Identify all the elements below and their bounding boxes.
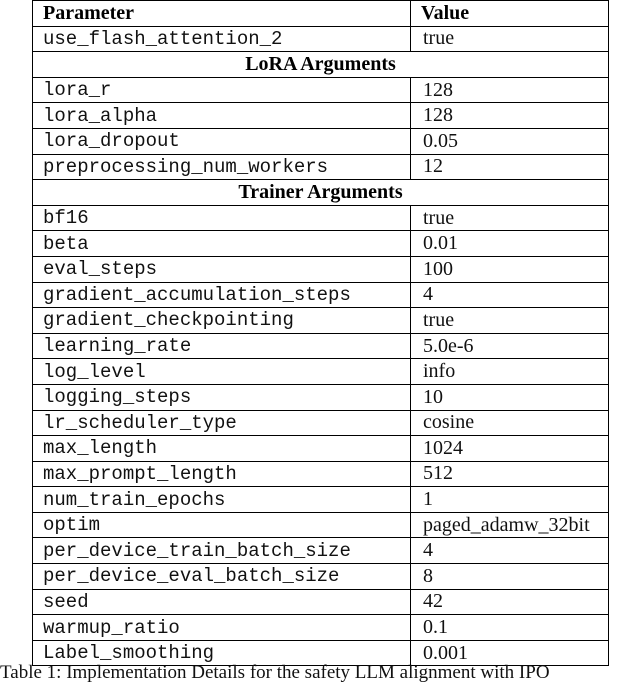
- lora-section-title: LoRA Arguments: [33, 52, 609, 78]
- table-row: [33, 359, 609, 385]
- value-cell: true: [411, 308, 609, 334]
- hyperparameter-table: [32, 0, 609, 666]
- parameter-cell: eval_steps: [33, 256, 411, 282]
- table-caption: Table 1: Implementation Details for the safety LLM alignment with IPO: [0, 662, 550, 683]
- trainer-section-title: Trainer Arguments: [33, 180, 609, 206]
- value-cell: 42: [411, 589, 609, 615]
- parameter-cell: gradient_accumulation_steps: [33, 282, 411, 308]
- table-row: [33, 256, 609, 282]
- parameter-cell: warmup_ratio: [33, 615, 411, 641]
- value-cell: 1: [411, 487, 609, 513]
- table-row: [33, 128, 609, 154]
- value-cell: 8: [411, 564, 609, 590]
- parameter-cell: num_train_epochs: [33, 487, 411, 513]
- table-row: [33, 564, 609, 590]
- value-cell: true: [411, 205, 609, 231]
- table-row: [33, 282, 609, 308]
- value-cell: 4: [411, 538, 609, 564]
- parameter-cell: beta: [33, 231, 411, 257]
- value-cell: 0.001: [411, 640, 609, 666]
- table-body: [33, 26, 609, 666]
- parameter-cell: lora_alpha: [33, 103, 411, 129]
- value-cell: true: [411, 26, 609, 52]
- parameter-cell: lr_scheduler_type: [33, 410, 411, 436]
- parameter-cell: bf16: [33, 205, 411, 231]
- value-cell: 512: [411, 461, 609, 487]
- table-row: [33, 436, 609, 462]
- table-row: [33, 384, 609, 410]
- table-row: [33, 308, 609, 334]
- value-cell: 1024: [411, 436, 609, 462]
- table-row: [33, 77, 609, 103]
- parameter-cell: optim: [33, 512, 411, 538]
- parameter-cell: lora_dropout: [33, 128, 411, 154]
- lora-section-row: [33, 52, 609, 78]
- table-row: [33, 538, 609, 564]
- value-cell: 5.0e-6: [411, 333, 609, 359]
- table-row: [33, 487, 609, 513]
- parameter-cell: gradient_checkpointing: [33, 308, 411, 334]
- table-row: [33, 512, 609, 538]
- parameter-cell: use_flash_attention_2: [33, 26, 411, 52]
- table-row: [33, 410, 609, 436]
- value-cell: 10: [411, 384, 609, 410]
- parameter-cell: log_level: [33, 359, 411, 385]
- parameter-cell: learning_rate: [33, 333, 411, 359]
- value-cell: 12: [411, 154, 609, 180]
- table-row: [33, 205, 609, 231]
- table-row: [33, 589, 609, 615]
- table-row: [33, 154, 609, 180]
- parameter-cell: lora_r: [33, 77, 411, 103]
- table-row: [33, 333, 609, 359]
- table-row: [33, 461, 609, 487]
- table-header-row: [33, 1, 609, 27]
- hyperparameter-table-container: [32, 0, 609, 666]
- table-row: [33, 231, 609, 257]
- value-cell: 0.05: [411, 128, 609, 154]
- table-row: [33, 615, 609, 641]
- parameter-cell: per_device_train_batch_size: [33, 538, 411, 564]
- trainer-section-row: [33, 180, 609, 206]
- value-cell: cosine: [411, 410, 609, 436]
- parameter-cell: seed: [33, 589, 411, 615]
- value-cell: 100: [411, 256, 609, 282]
- parameter-cell: logging_steps: [33, 384, 411, 410]
- value-cell: 128: [411, 103, 609, 129]
- value-cell: 0.01: [411, 231, 609, 257]
- table-row: [33, 103, 609, 129]
- table-row: [33, 26, 609, 52]
- value-cell: paged_adamw_32bit: [411, 512, 609, 538]
- parameter-column-header: Parameter: [33, 1, 411, 27]
- value-column-header: Value: [411, 1, 609, 27]
- parameter-cell: Label_smoothing: [33, 640, 411, 666]
- value-cell: 4: [411, 282, 609, 308]
- parameter-cell: max_prompt_length: [33, 461, 411, 487]
- value-cell: 128: [411, 77, 609, 103]
- value-cell: info: [411, 359, 609, 385]
- parameter-cell: per_device_eval_batch_size: [33, 564, 411, 590]
- parameter-cell: max_length: [33, 436, 411, 462]
- parameter-cell: preprocessing_num_workers: [33, 154, 411, 180]
- value-cell: 0.1: [411, 615, 609, 641]
